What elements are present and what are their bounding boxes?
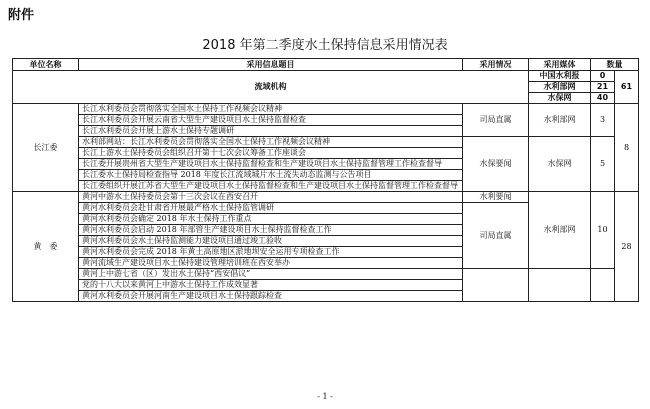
summary-media-count: 0	[591, 71, 615, 82]
info-title: 长江委水土保持局检查指导 2018 年度长江流域城片水土流失动态监测与公告项目	[79, 170, 463, 181]
header-info-title: 采用信息题目	[79, 59, 463, 71]
table-row	[13, 104, 639, 115]
header-row	[13, 59, 639, 71]
unit-total-changjiang: 8	[615, 104, 639, 192]
header-adoption: 采用情况	[463, 59, 529, 71]
table-row	[13, 269, 639, 280]
count-cell: 3	[591, 104, 615, 137]
summary-total: 61	[615, 71, 639, 104]
media-cell-empty	[529, 269, 591, 302]
unit-name-huangwei: 黄 委	[13, 192, 79, 302]
media-cell: 水利部网	[529, 192, 591, 269]
info-title: 黄河流域生产建设项目水土保持建设管理培训班在西安举办	[79, 258, 463, 269]
header-count: 数量	[591, 59, 639, 71]
table-title: 2018 年第二季度水土保持信息采用情况表	[202, 38, 448, 53]
summary-label: 流域机构	[13, 71, 529, 104]
info-title: 黄河水利委员会完成 2018 年黄土高原地区淤地坝安全运用专项检查工作	[79, 247, 463, 258]
table-row	[13, 192, 639, 203]
count-cell-empty	[591, 269, 615, 302]
header-media: 采用媒体	[529, 59, 591, 71]
media-cell: 水保网	[529, 137, 591, 192]
info-title: 黄河水利委员会启动 2018 年部管生产建设项目水土保持监督检查工作	[79, 225, 463, 236]
summary-media-name: 中国水利报	[529, 71, 591, 82]
info-title: 黄河水利委员会开展河南生产建设项目水土保持跟踪检查	[79, 291, 463, 302]
unit-total-huangwei: 28	[615, 192, 639, 302]
info-title: 水利部网站：长江水利委员会贯彻落实全国水土保持工作视频会议精神	[79, 137, 463, 148]
summary-row	[13, 71, 639, 82]
info-title: 长江水利委员会贯彻落实全国水土保持工作视频会议精神	[79, 104, 463, 115]
adoption-cell: 司局直属	[463, 104, 529, 137]
info-title: 长江水利委员会开展上游水土保持专题调研	[79, 126, 463, 137]
info-title: 黄河水利委员会确定 2018 年水土保持工作重点	[79, 214, 463, 225]
count-cell: 5	[591, 137, 615, 192]
info-title: 黄河水利委员会水土保持监测能力建设项目通过竣工验收	[79, 236, 463, 247]
adoption-cell: 司局直属	[463, 203, 529, 269]
info-title: 黄河中游水土保持委员会第十三次会议在西安召开	[79, 192, 463, 203]
info-title: 长江上游水土保持委员会组织召开第十七次会议筹备工作座谈会	[79, 148, 463, 159]
media-cell: 水利部网	[529, 104, 591, 137]
header-unit: 单位名称	[13, 59, 79, 71]
info-title: 长江水利委员会开展云南省大型生产建设项目水土保持监督检查	[79, 115, 463, 126]
summary-media-name: 水利部网	[529, 82, 591, 93]
count-cell: 10	[591, 192, 615, 269]
summary-media-count: 40	[591, 93, 615, 104]
adoption-table	[12, 58, 639, 302]
adoption-cell-empty	[463, 269, 529, 302]
table-row	[13, 137, 639, 148]
info-title: 长江委组织开展江苏省大型生产建设项目水土保持监督检查和生产建设项目水土保持监督管理工作检查督导	[79, 181, 463, 192]
adoption-cell: 水保要闻	[463, 137, 529, 192]
info-title: 黄河上中游七省（区）发出水土保持“西安倡议”	[79, 269, 463, 280]
info-title: 党的十八大以来黄河上中游水土保持工作成效显著	[79, 280, 463, 291]
attachment-label: 附件	[8, 8, 35, 23]
adoption-cell: 水利要闻	[463, 192, 529, 203]
page-number: - 1 -	[317, 392, 333, 401]
info-title: 长江委开展贵州省大型生产建设项目水土保持监督检查和生产建设项目水土保持监督管理工作检查督导	[79, 159, 463, 170]
summary-media-name: 水保网	[529, 93, 591, 104]
unit-name-changjiang: 长江委	[13, 104, 79, 192]
summary-media-count: 21	[591, 82, 615, 93]
info-title: 黄河水利委员会赴甘肃省开展最严格水土保持监管调研	[79, 203, 463, 214]
